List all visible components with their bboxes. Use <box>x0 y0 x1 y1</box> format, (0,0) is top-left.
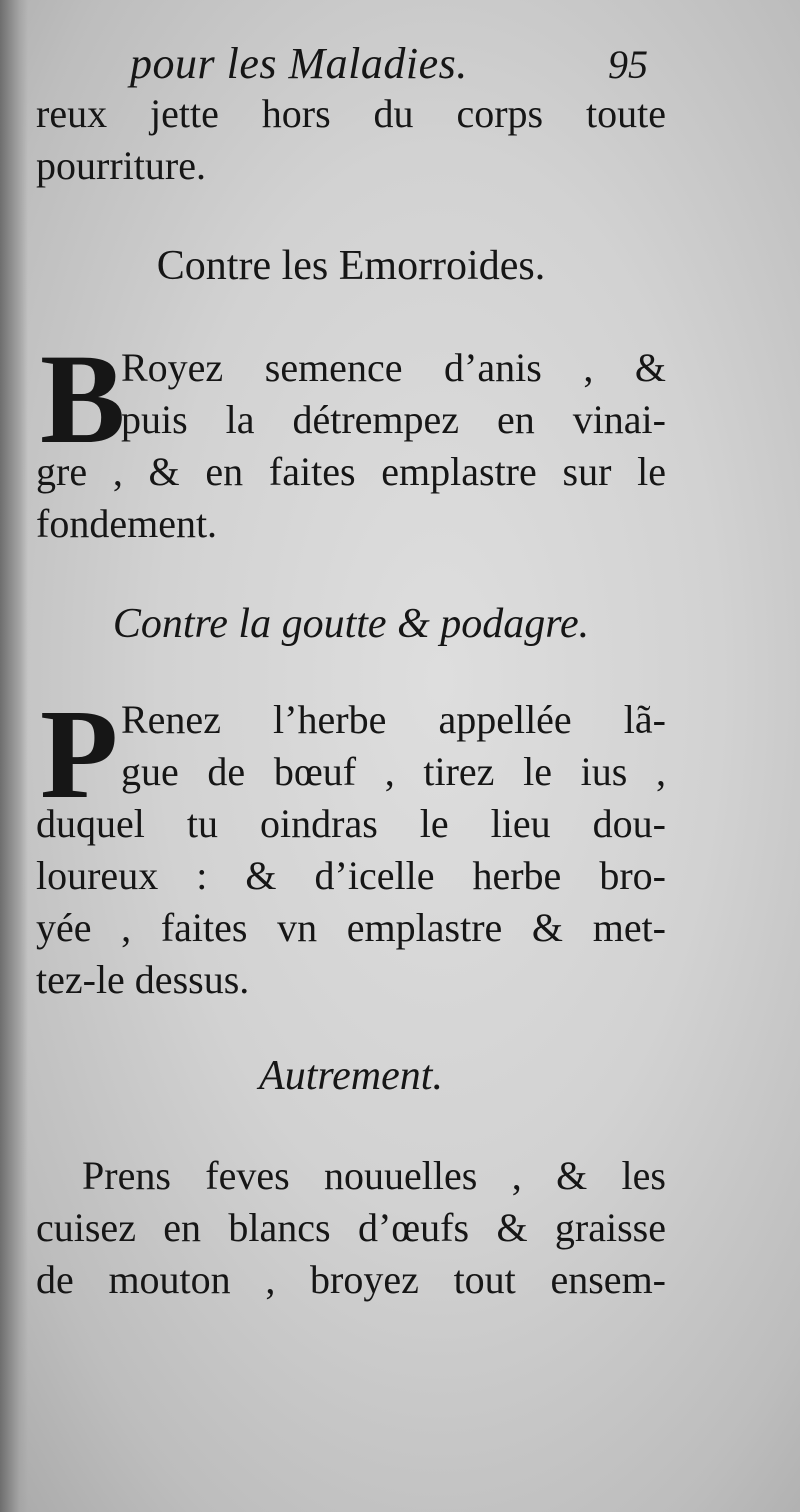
section-heading <box>36 242 666 290</box>
text-line: cuisez en blancs d’œufs & graisse <box>36 1205 666 1250</box>
continuation-paragraph <box>36 88 666 192</box>
text-line: pourriture. <box>36 143 206 188</box>
paragraph-emorroides <box>36 342 666 550</box>
drop-cap: P <box>40 683 119 825</box>
text-line: fondement. <box>36 501 218 546</box>
drop-cap: B <box>40 328 126 470</box>
section-heading-text: Autrement. <box>259 1053 443 1099</box>
text-line: gre , & en faites emplastre sur le <box>36 449 666 494</box>
text-line: puis la détrempez en vinai- <box>121 397 666 442</box>
text-line: Renez l’herbe appellée lã- <box>121 697 666 742</box>
text-line: gue de bœuf , tirez le ius , <box>121 749 666 794</box>
text-line: duquel tu oindras le lieu dou- <box>36 801 666 846</box>
text-line: tez-le dessus. <box>36 957 250 1002</box>
section-heading <box>36 1052 666 1100</box>
running-header <box>130 38 648 89</box>
text-line: Prens feves nouuelles , & les <box>82 1153 666 1198</box>
paragraph-goutte <box>36 694 666 1006</box>
section-heading <box>36 600 666 648</box>
text-line: yée , faites vn emplastre & met- <box>36 905 666 950</box>
running-title: pour les Maladies. <box>130 39 468 88</box>
text-line: reux jette hors du corps toute <box>36 91 666 136</box>
text-line: Royez semence d’anis , & <box>121 345 666 390</box>
text-line: de mouton , broyez tout ensem- <box>36 1257 666 1302</box>
section-heading-text: Contre la goutte & podagre. <box>112 601 590 647</box>
page-number: 95 <box>608 42 648 87</box>
paragraph-autrement <box>36 1150 666 1306</box>
section-heading-text: Contre les Emorroides. <box>156 243 546 289</box>
page-gutter-shadow <box>0 0 28 1512</box>
text-line: loureux : & d’icelle herbe bro- <box>36 853 666 898</box>
